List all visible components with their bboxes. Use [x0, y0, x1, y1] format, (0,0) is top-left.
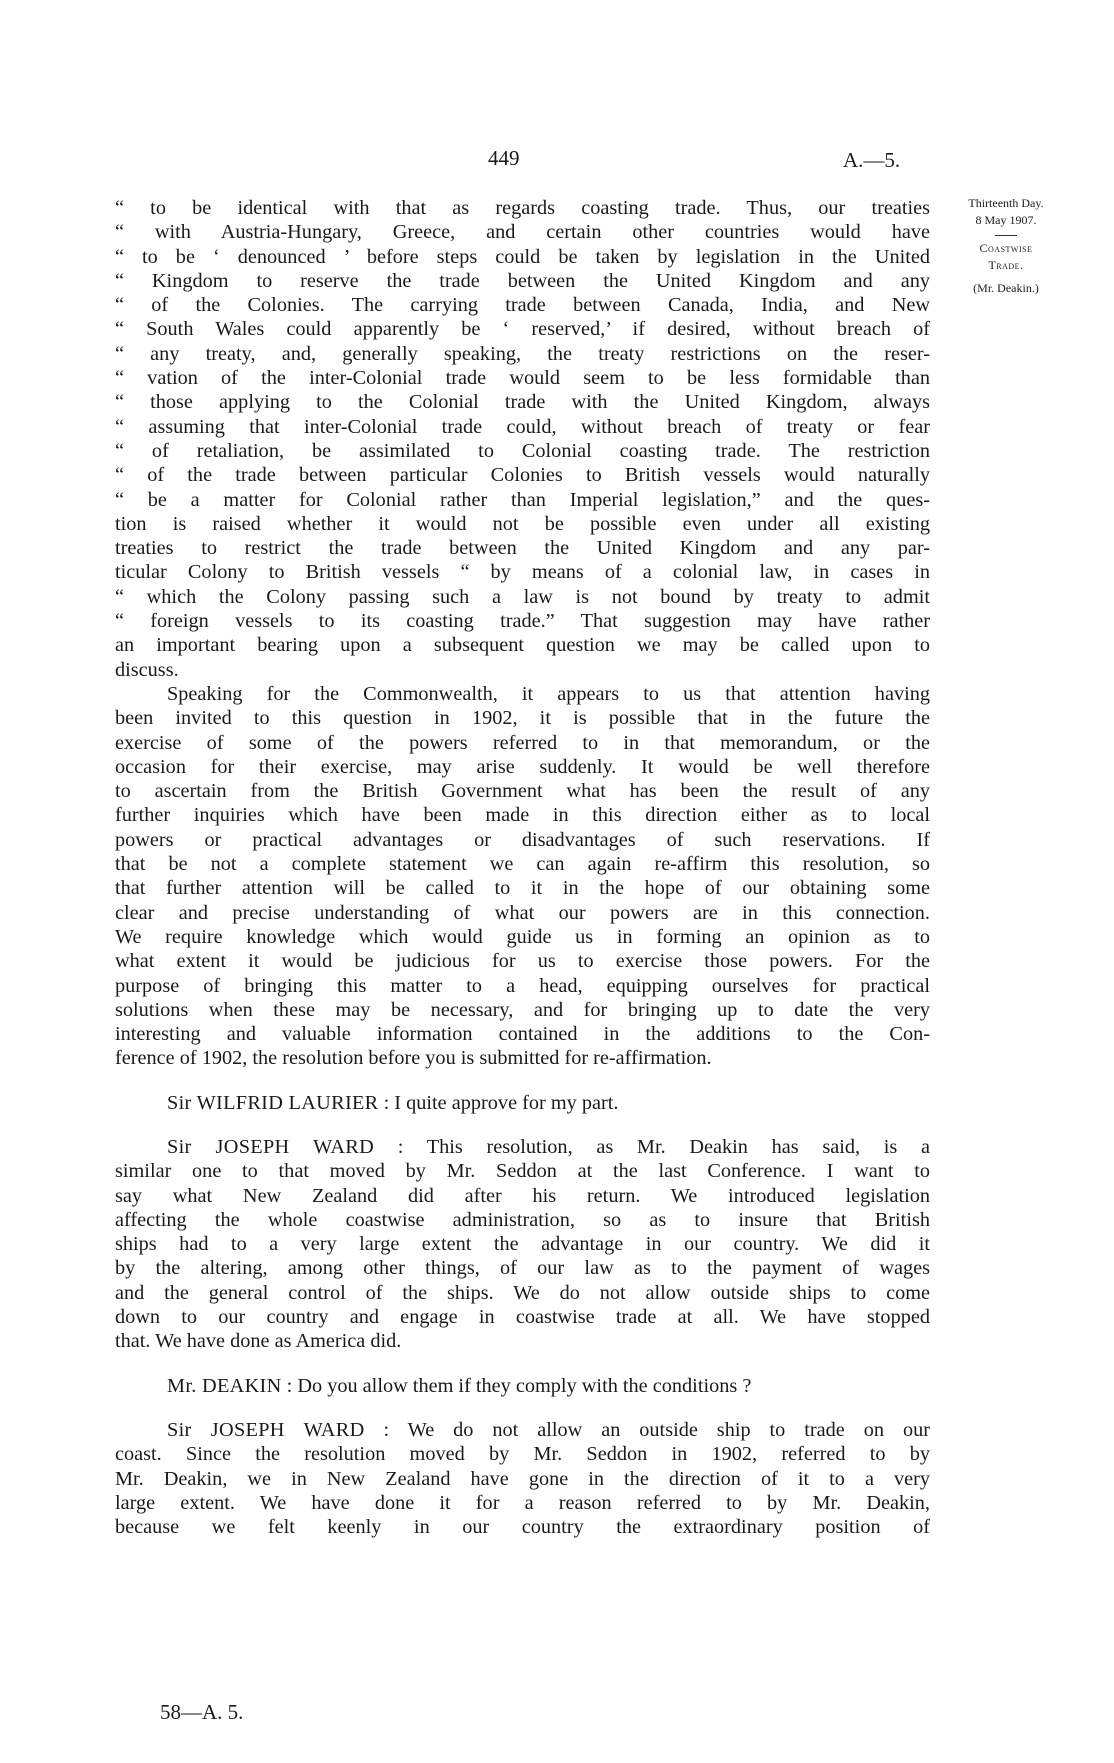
speaker-name: Sir JOSEPH WARD [167, 1418, 365, 1441]
text-line: down to our country and engage in coastwise trade at all. We have stopped [115, 1306, 930, 1329]
document-code: A.—5. [843, 148, 901, 172]
text-line [115, 1135, 930, 1159]
page-header [0, 146, 1114, 176]
text-line: powers or practical advantages or disadvantages of such reservations. If [115, 828, 930, 851]
text-line: We require knowledge which would guide us in forming an opinion as to [115, 925, 930, 948]
speaker-name: Sir JOSEPH WARD [167, 1135, 375, 1158]
quoted-paragraph [115, 196, 930, 682]
text-line: ships had to a very large extent the advantage in our country. We did it [115, 1233, 930, 1256]
margin-date: 8 May 1907. [975, 213, 1037, 227]
margin-rule [995, 235, 1017, 236]
text-line: ticular Colony to British vessels “ by means of a colonial law, in cases in [115, 561, 930, 584]
text-line: and the general control of the ships. We do not allow outside ships to come [115, 1281, 930, 1304]
text-line: because we felt keenly in our country the extraordinary position of [115, 1516, 930, 1539]
text-line: been invited to this question in 1902, it is possible that in the future the [115, 707, 930, 730]
text-line: large extent. We have done it for a reason referred to by Mr. Deakin, [115, 1491, 930, 1514]
text-line: Mr. Deakin, we in New Zealand have gone in the direction of it to a very [115, 1467, 930, 1490]
text-line [115, 1091, 930, 1115]
page-number: 449 [488, 146, 520, 170]
signature-mark: 58—A. 5. [160, 1700, 244, 1724]
margin-topic-line1: Coastwise [979, 241, 1033, 255]
text-line [115, 1418, 930, 1442]
text-line: an important bearing upon a subsequent question we may be called upon to [115, 634, 930, 657]
speech-ward-2 [115, 1418, 930, 1539]
speech-text: : This resolution, as Mr. Deakin has said, is a [397, 1135, 930, 1158]
text-line: solutions when these may be necessary, and for bringing up to date the very [115, 998, 930, 1021]
text-line: that further attention will be called to it in the hope of our obtaining some [115, 877, 930, 900]
speech-deakin [115, 1374, 930, 1398]
speech-text: : Do you allow them if they comply with the conditions ? [286, 1374, 752, 1397]
text-line: coast. Since the resolution moved by Mr. Seddon in 1902, referred to by [115, 1443, 930, 1466]
speech-laurier [115, 1091, 930, 1115]
text-line: “ with Austria-Hungary, Greece, and certain other countries would have [115, 221, 930, 244]
text-line: “ be a matter for Colonial rather than Imperial legislation,” and the ques- [115, 488, 930, 511]
text-line: interesting and valuable information contained in the additions to the Con- [115, 1023, 930, 1046]
text-line: clear and precise understanding of what our powers are in this connection. [115, 901, 930, 924]
text-line: “ Kingdom to reserve the trade between the United Kingdom and any [115, 269, 930, 292]
text-line: “ those applying to the Colonial trade with the United Kingdom, always [115, 391, 930, 414]
margin-topic-line2: Trade. [988, 258, 1024, 272]
text-line: “ of the Colonies. The carrying trade between Canada, India, and New [115, 294, 930, 317]
text-line: “ South Wales could apparently be ‘ reserved,’ if desired, without breach of [115, 318, 930, 341]
text-line: occasion for their exercise, may arise suddenly. It would be well therefore [115, 755, 930, 778]
speech-text: : We do not allow an outside ship to trade on our [383, 1418, 930, 1441]
text-line: that be not a complete statement we can again re-affirm this resolution, so [115, 853, 930, 876]
speech-ward-1 [115, 1135, 930, 1354]
speaker-name: Mr. DEAKIN [167, 1374, 282, 1397]
text-line: say what New Zealand did after his return. We introduced legislation [115, 1184, 930, 1207]
text-line [115, 1374, 930, 1398]
text-line: “ vation of the inter-Colonial trade would seem to be less formidable than [115, 367, 930, 390]
text-line: “ any treaty, and, generally speaking, the treaty restrictions on the reser- [115, 342, 930, 365]
text-line: similar one to that moved by Mr. Seddon at the last Conference. I want to [115, 1160, 930, 1183]
commonwealth-paragraph [115, 682, 930, 1071]
text-line: “ which the Colony passing such a law is not bound by treaty to admit [115, 585, 930, 608]
margin-notes [936, 195, 1076, 297]
text-line: tion is raised whether it would not be possible even under all existing [115, 512, 930, 535]
text-line: “ assuming that inter-Colonial trade could, without breach of treaty or fear [115, 415, 930, 438]
text-line: exercise of some of the powers referred to in that memorandum, or the [115, 731, 930, 754]
text-line: that. We have done as America did. [115, 1330, 402, 1353]
text-line: “ of the trade between particular Colonies to British vessels would naturally [115, 464, 930, 487]
margin-speaker: (Mr. Deakin.) [973, 281, 1039, 295]
text-line: further inquiries which have been made in this direction either as to local [115, 804, 930, 827]
text-line: “ foreign vessels to its coasting trade.” That suggestion may have rather [115, 610, 930, 633]
text-line: by the altering, among other things, of our law as to the payment of wages [115, 1257, 930, 1280]
text-line: to ascertain from the British Government what has been the result of any [115, 780, 930, 803]
body-text [115, 196, 930, 1539]
text-line: treaties to restrict the trade between the United Kingdom and any par- [115, 537, 930, 560]
text-line: affecting the whole coastwise administration, so as to insure that British [115, 1208, 930, 1231]
text-line: purpose of bringing this matter to a head, equipping ourselves for practical [115, 974, 930, 997]
text-line: ference of 1902, the resolution before you is submitted for re-affirmation. [115, 1047, 712, 1070]
text-line: Speaking for the Commonwealth, it appears to us that attention having [167, 682, 930, 705]
text-line: “ of retaliation, be assimilated to Colonial coasting trade. The restriction [115, 439, 930, 462]
text-line: “ to be ‘ denounced ’ before steps could be taken by legislation in the United [115, 245, 930, 268]
margin-day: Thirteenth Day. [968, 196, 1044, 210]
speech-text: : I quite approve for my part. [383, 1091, 619, 1114]
speaker-name: Sir WILFRID LAURIER [167, 1091, 379, 1114]
text-line: “ to be identical with that as regards coasting trade. Thus, our treaties [115, 197, 930, 219]
text-line: discuss. [115, 658, 179, 681]
text-line: what extent it would be judicious for us to exercise those powers. For the [115, 950, 930, 973]
